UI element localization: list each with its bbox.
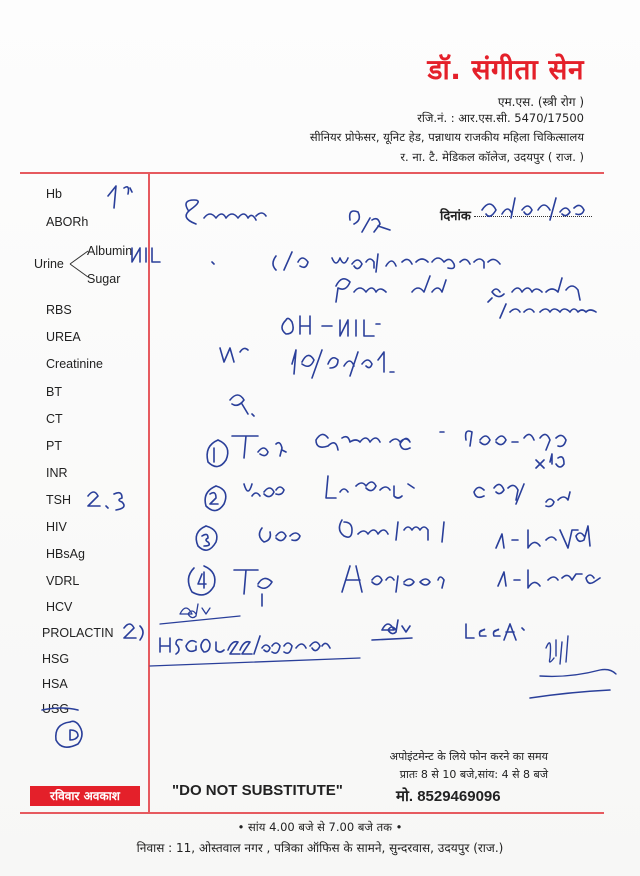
hsg-advice-label bbox=[180, 604, 210, 618]
appointment-title: अपोइंटमेन्ट के लिये फोन करने का समय bbox=[389, 750, 548, 763]
test-hbsag: HBsAg bbox=[46, 547, 85, 561]
test-vdrl: VDRL bbox=[46, 574, 80, 588]
college-name: र. ना. टै. मेडिकल कॉलेज, उदयपुर ( राज. ) bbox=[400, 150, 584, 164]
test-tsh: TSH bbox=[46, 493, 71, 507]
registration-number: रजि.नं. : आर.एस.सी. 5470/17500 bbox=[417, 111, 584, 125]
test-bt: BT bbox=[46, 385, 62, 399]
test-urea: UREA bbox=[46, 330, 81, 344]
hsg-advice-handwriting bbox=[160, 636, 330, 654]
test-albumin: Albumin bbox=[87, 244, 133, 258]
test-hiv: HIV bbox=[46, 520, 67, 534]
adv-second-handwriting bbox=[382, 620, 410, 634]
test-usg: USG bbox=[42, 702, 70, 716]
medicine-1-handwriting bbox=[232, 431, 566, 468]
adv-second-underline bbox=[372, 638, 412, 640]
medicine-4-handwriting bbox=[234, 566, 600, 606]
doctor-signature bbox=[540, 636, 616, 676]
clinic-timing: • सांय 4.00 बजे से 7.00 बजे तक • bbox=[237, 820, 403, 834]
hb-handwritten-mark bbox=[108, 186, 132, 208]
test-hsa: HSA bbox=[42, 677, 68, 691]
doctor-name: डॉ. संगीता सेन bbox=[427, 53, 584, 86]
test-rbs: RBS bbox=[46, 303, 72, 317]
lmp-date-handwriting bbox=[292, 350, 394, 378]
appointment-times: प्रातः 8 से 10 बजे,सांय: 4 से 8 बजे bbox=[399, 768, 548, 781]
tsh-value-handwriting bbox=[88, 492, 124, 510]
medicine-2-handwriting bbox=[244, 476, 570, 507]
test-creatinine: Creatinine bbox=[46, 357, 103, 371]
patient-age-handwriting bbox=[350, 211, 390, 232]
qualification: एम.एस. (स्त्री रोग ) bbox=[497, 95, 584, 109]
test-inr: INR bbox=[46, 466, 68, 480]
signature-underline bbox=[530, 690, 610, 698]
urine-nil-handwriting bbox=[132, 248, 214, 264]
usg-strike-mark bbox=[42, 708, 78, 710]
sunday-holiday-badge: रविवार अवकाश bbox=[30, 786, 140, 806]
mobile-number: मो. 8529469096 bbox=[396, 788, 501, 805]
test-hsg: HSG bbox=[42, 652, 70, 666]
oh-nil-handwriting bbox=[282, 316, 380, 336]
test-sugar: Sugar bbox=[87, 272, 121, 286]
patient-name-handwriting bbox=[186, 200, 266, 224]
test-hcv: HCV bbox=[46, 600, 73, 614]
do-not-substitute: "DO NOT SUBSTITUTE" bbox=[172, 782, 343, 799]
complaint-line-1 bbox=[273, 252, 500, 272]
medicine-3-handwriting bbox=[259, 520, 590, 548]
date-label: दिनांक bbox=[440, 209, 471, 224]
rx-symbol bbox=[230, 395, 254, 416]
medicine-4-number bbox=[188, 566, 214, 595]
test-ct: CT bbox=[46, 412, 63, 426]
prolactin-value-handwriting bbox=[124, 624, 143, 640]
medicine-2-number bbox=[205, 486, 226, 511]
residence-address: निवास : 11, ओस्तवाल नगर , पत्रिका ऑफिस के सामने, सुन्दरवास, उदयपुर (राज.) bbox=[136, 841, 504, 855]
complaint-line-2 bbox=[336, 276, 580, 302]
lmp-handwriting bbox=[220, 348, 248, 362]
complaint-note bbox=[500, 304, 596, 318]
test-pt: PT bbox=[46, 439, 62, 453]
usg-circle-mark bbox=[56, 721, 82, 747]
test-urine: Urine bbox=[34, 257, 64, 271]
test-prolactin: PROLACTIN bbox=[42, 626, 114, 640]
handwritten-date bbox=[482, 198, 584, 220]
medicine-3-number bbox=[196, 526, 217, 550]
advice-underline bbox=[150, 658, 360, 666]
test-hb: Hb bbox=[46, 187, 62, 201]
lega-handwriting bbox=[466, 624, 524, 640]
medicine-1-number bbox=[207, 440, 228, 467]
test-aborh: ABORh bbox=[46, 215, 89, 229]
designation: सीनियर प्रोफेसर, यूनिट हेड, पन्नाधाय राजकीय महिला चिकित्सालय bbox=[309, 130, 584, 144]
hsg-advice-underline bbox=[160, 616, 240, 624]
